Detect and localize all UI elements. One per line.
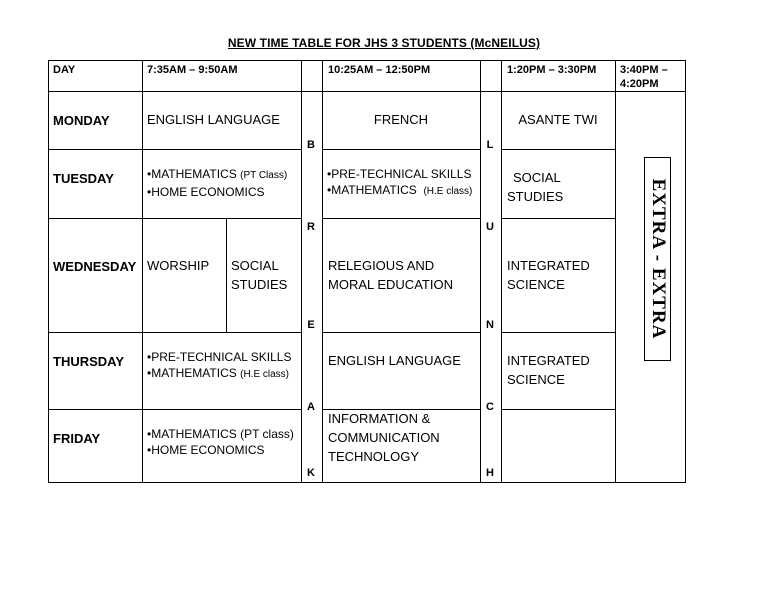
row-divider xyxy=(48,332,301,333)
row-divider xyxy=(322,149,480,150)
wednesday-slot1a: WORSHIP xyxy=(147,258,210,273)
row-divider xyxy=(48,218,301,219)
col-divider xyxy=(301,60,302,483)
wednesday-slot3: INTEGRATED SCIENCE xyxy=(507,258,590,292)
row-divider xyxy=(322,332,480,333)
break-letter: K xyxy=(307,467,315,479)
row-divider xyxy=(322,218,480,219)
table-border-top xyxy=(48,60,686,61)
list-item: •MATHEMATICS (PT Class) xyxy=(147,167,288,181)
day-wednesday: WEDNESDAY xyxy=(53,259,137,274)
list-item: •MATHEMATICS (PT class) xyxy=(147,427,294,441)
day-tuesday: TUESDAY xyxy=(53,171,114,186)
row-divider xyxy=(501,409,616,410)
col-divider xyxy=(615,60,616,483)
header-slot4-line1: 3:40PM – xyxy=(620,64,668,76)
wednesday-slot1b: SOCIAL STUDIES xyxy=(231,258,288,292)
lunch-letter: N xyxy=(486,319,494,331)
list-item: •PRE-TECHNICAL SKILLS xyxy=(327,167,472,181)
monday-slot2: FRENCH xyxy=(373,112,429,127)
lunch-letter: L xyxy=(486,139,494,151)
break-letter: B xyxy=(307,139,315,151)
page-title: NEW TIME TABLE FOR JHS 3 STUDENTS (McNEILUS) xyxy=(227,36,541,50)
row-divider xyxy=(501,149,616,150)
row-divider xyxy=(48,149,301,150)
row-divider xyxy=(501,218,616,219)
col-divider-wednesday xyxy=(226,218,227,333)
row-divider xyxy=(501,332,616,333)
list-item: •MATHEMATICS (H.E class) xyxy=(147,366,290,380)
row-divider xyxy=(48,409,301,410)
friday-slot1 xyxy=(147,426,294,458)
thursday-slot1 xyxy=(147,349,291,383)
extra-box xyxy=(644,157,671,361)
table-border-bottom xyxy=(48,482,686,483)
break-letter: A xyxy=(307,401,315,413)
thursday-slot2: ENGLISH LANGUAGE xyxy=(328,353,461,368)
list-item: •HOME ECONOMICS xyxy=(147,443,265,457)
wednesday-slot2: RELEGIOUS AND MORAL EDUCATION xyxy=(328,258,453,292)
monday-slot1: ENGLISH LANGUAGE xyxy=(147,112,280,127)
header-day: DAY xyxy=(53,64,76,76)
day-friday: FRIDAY xyxy=(53,431,101,446)
lunch-letter: U xyxy=(486,221,494,233)
day-thursday: THURSDAY xyxy=(53,354,125,369)
thursday-slot3: INTEGRATED SCIENCE xyxy=(507,353,590,387)
list-item: •PRE-TECHNICAL SKILLS xyxy=(147,350,292,364)
list-item: •MATHEMATICS (H.E class) xyxy=(327,183,473,197)
tuesday-slot3: SOCIAL STUDIES xyxy=(507,170,564,204)
table-border-left xyxy=(48,60,49,483)
header-slot2: 10:25AM – 12:50PM xyxy=(328,64,431,76)
friday-slot2: INFORMATION & COMMUNICATION TECHNOLOGY xyxy=(328,411,440,464)
header-divider xyxy=(48,91,686,92)
list-item: •HOME ECONOMICS xyxy=(147,185,265,199)
table-border-right xyxy=(685,60,686,483)
monday-slot3: ASANTE TWI xyxy=(518,112,598,127)
extra-label: EXTRA - EXTRA xyxy=(647,178,669,340)
header-slot4 xyxy=(620,63,668,91)
col-divider xyxy=(480,60,481,483)
lunch-letter: C xyxy=(486,401,494,413)
tuesday-slot2 xyxy=(327,166,472,200)
break-letter: R xyxy=(307,221,315,233)
tuesday-slot1 xyxy=(147,166,287,200)
header-slot3: 1:20PM – 3:30PM xyxy=(507,64,597,76)
lunch-letter: H xyxy=(486,467,494,479)
header-slot1: 7:35AM – 9:50AM xyxy=(147,64,238,76)
header-slot4-line2: 4:20PM xyxy=(620,78,659,90)
col-divider xyxy=(142,60,143,483)
day-monday: MONDAY xyxy=(53,113,110,128)
break-letter: E xyxy=(307,319,315,331)
